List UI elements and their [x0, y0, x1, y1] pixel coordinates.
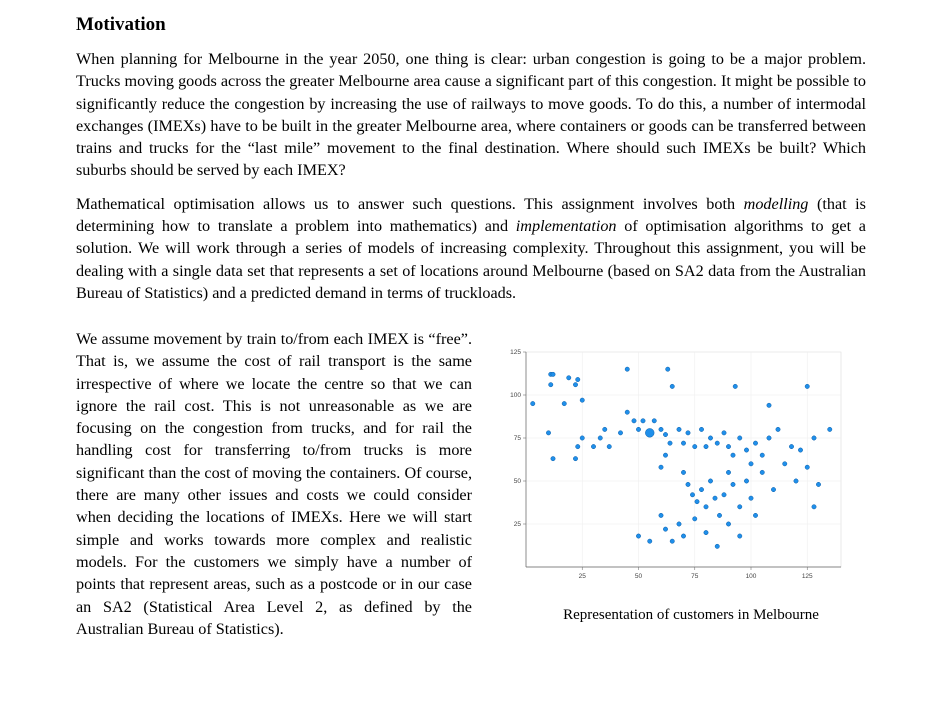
customer-scatter-plot: [496, 342, 846, 587]
paragraph-2: [76, 193, 866, 304]
section-heading: Motivation: [76, 14, 166, 35]
paragraph-2-emphasis-implementation: implementation: [515, 217, 617, 236]
customer-point: [531, 401, 535, 405]
customer-point: [666, 367, 670, 371]
customer-point: [625, 410, 629, 414]
customer-point: [645, 428, 654, 437]
customer-point: [789, 444, 793, 448]
y-tick-label: 100: [510, 392, 521, 400]
customer-point: [704, 444, 708, 448]
customer-point: [699, 427, 703, 431]
customer-point: [794, 479, 798, 483]
customer-point: [726, 470, 730, 474]
customer-point: [659, 427, 663, 431]
customer-point: [783, 462, 787, 466]
customer-point: [562, 401, 566, 405]
customer-point: [749, 496, 753, 500]
customer-point: [641, 419, 645, 423]
y-tick-label: 125: [510, 349, 521, 357]
customer-point: [767, 436, 771, 440]
customer-point: [686, 431, 690, 435]
customer-point: [749, 462, 753, 466]
customer-point: [715, 544, 719, 548]
customer-point: [652, 419, 656, 423]
customer-point: [591, 444, 595, 448]
document-page: [76, 12, 866, 638]
paragraph-1: When planning for Melbourne in the year 2050, one thing is clear: urban congestion is going to be a major problem. Trucks moving goods across the greater Melbourne area cause a significant part of this congestion. It might be possible to significantly reduce the congestion by increasing the use of railways to move goods. To do this, a number of intermodal exchanges (IMEXs) have to be built in the greater Melbourne area, where containers or goods can be transferred between trains and trucks for the “last mile” movement to the final destination. Where should such IMEXs be built? Which suburbs should be served by each IMEX?: [76, 50, 866, 180]
figure-caption: Representation of customers in Melbourne: [563, 607, 819, 623]
customer-point: [760, 453, 764, 457]
x-tick-label: 75: [691, 573, 699, 580]
customer-point: [738, 436, 742, 440]
customer-point: [580, 398, 584, 402]
customer-point: [744, 479, 748, 483]
customer-point: [733, 384, 737, 388]
x-tick-label: 100: [745, 573, 757, 580]
customer-point: [546, 431, 550, 435]
customer-point: [760, 470, 764, 474]
customer-point: [551, 372, 555, 376]
customer-point: [677, 522, 681, 526]
customer-point: [659, 465, 663, 469]
left-column: [76, 328, 472, 640]
customer-point: [693, 517, 697, 521]
customer-point: [636, 427, 640, 431]
customer-scatter-figure: [496, 342, 876, 642]
customer-point: [668, 441, 672, 445]
customer-point: [573, 456, 577, 460]
customer-point: [681, 441, 685, 445]
customer-point: [695, 499, 699, 503]
customer-point: [731, 482, 735, 486]
customer-point: [744, 448, 748, 452]
customer-point: [715, 441, 719, 445]
customer-point: [670, 384, 674, 388]
customer-point: [681, 534, 685, 538]
customer-point: [828, 427, 832, 431]
customer-point: [805, 384, 809, 388]
customer-point: [753, 441, 757, 445]
y-tick-label: 75: [513, 435, 521, 443]
customer-point: [636, 534, 640, 538]
customer-point: [663, 453, 667, 457]
x-tick-label: 125: [801, 573, 813, 580]
paragraph-3: We assume movement by train to/from each IMEX is “free”. That is, we assume the cost of rail transport is the same irrespective of where we locate the centre so that we can ignore the rail cost. This is not unreasonable as we are focusing on the congestion from trucks, and for rail the handling cost for transferring to/from trucks is more significant than the cost of moving the containers. Of course, there are many other issues and costs we could consider when deciding the locations of IMEXs. Here we will start simple and works towards more complex and realistic models. For the customers we simply have a number of points that represent areas, such as a postcode or in our case an SA2 (Statistical Area Level 2, as defined by the Australian Bureau of Statistics).: [76, 330, 472, 638]
paragraph-2-emphasis-modelling: modelling: [743, 194, 809, 213]
customer-point: [551, 456, 555, 460]
customer-point: [798, 448, 802, 452]
customer-point: [771, 487, 775, 491]
customer-point: [738, 534, 742, 538]
paragraph-2-part-a: Mathematical optimisation allows us to answer such questions. This assignment involves both: [76, 194, 744, 213]
customer-point: [598, 436, 602, 440]
customer-point: [648, 539, 652, 543]
customer-point: [607, 444, 611, 448]
customer-point: [726, 522, 730, 526]
x-tick-label: 50: [634, 573, 643, 580]
paragraph-2-part-c: of optimisation algorithms to get a solution. We will work through a series of models of increasing complexity. Throughout this assignment, you will be dealing with a single data set that represents a set of locations around Melbourne (based on SA2 data from the Australian Bureau of Statistics) and a predicted demand in terms of truckloads.: [76, 217, 866, 302]
customer-point: [576, 444, 580, 448]
y-tick-label: 50: [513, 478, 521, 486]
customer-point: [738, 505, 742, 509]
customer-point: [753, 513, 757, 517]
customer-point: [708, 436, 712, 440]
customer-point: [659, 513, 663, 517]
customer-point: [603, 427, 607, 431]
customer-point: [726, 444, 730, 448]
customer-point: [767, 403, 771, 407]
customer-point: [776, 427, 780, 431]
x-tick-label: 25: [578, 573, 586, 580]
customer-point: [812, 505, 816, 509]
customer-point: [713, 496, 717, 500]
paragraph-2-part-b: (that is determining how to translate a problem into mathematics) and: [76, 194, 866, 236]
customer-point: [576, 377, 580, 381]
customer-point: [580, 436, 584, 440]
customer-point: [722, 493, 726, 497]
customer-point: [812, 436, 816, 440]
customer-point: [663, 527, 667, 531]
customer-point: [625, 367, 629, 371]
y-tick-label: 25: [513, 521, 521, 529]
customer-point: [677, 427, 681, 431]
customer-point: [708, 479, 712, 483]
customer-point: [573, 382, 577, 386]
customer-point: [805, 465, 809, 469]
customer-point: [618, 431, 622, 435]
customer-point: [693, 444, 697, 448]
customer-point: [816, 482, 820, 486]
customer-point: [567, 376, 571, 380]
customer-point: [731, 453, 735, 457]
customer-point: [549, 382, 553, 386]
customer-point: [704, 530, 708, 534]
customer-point: [722, 431, 726, 435]
customer-point: [663, 432, 667, 436]
customer-point: [681, 470, 685, 474]
customer-point: [717, 513, 721, 517]
customer-point: [670, 539, 674, 543]
customer-point: [686, 482, 690, 486]
customer-point: [699, 487, 703, 491]
customer-point: [632, 419, 636, 423]
customer-point: [704, 505, 708, 509]
customer-point: [690, 493, 694, 497]
